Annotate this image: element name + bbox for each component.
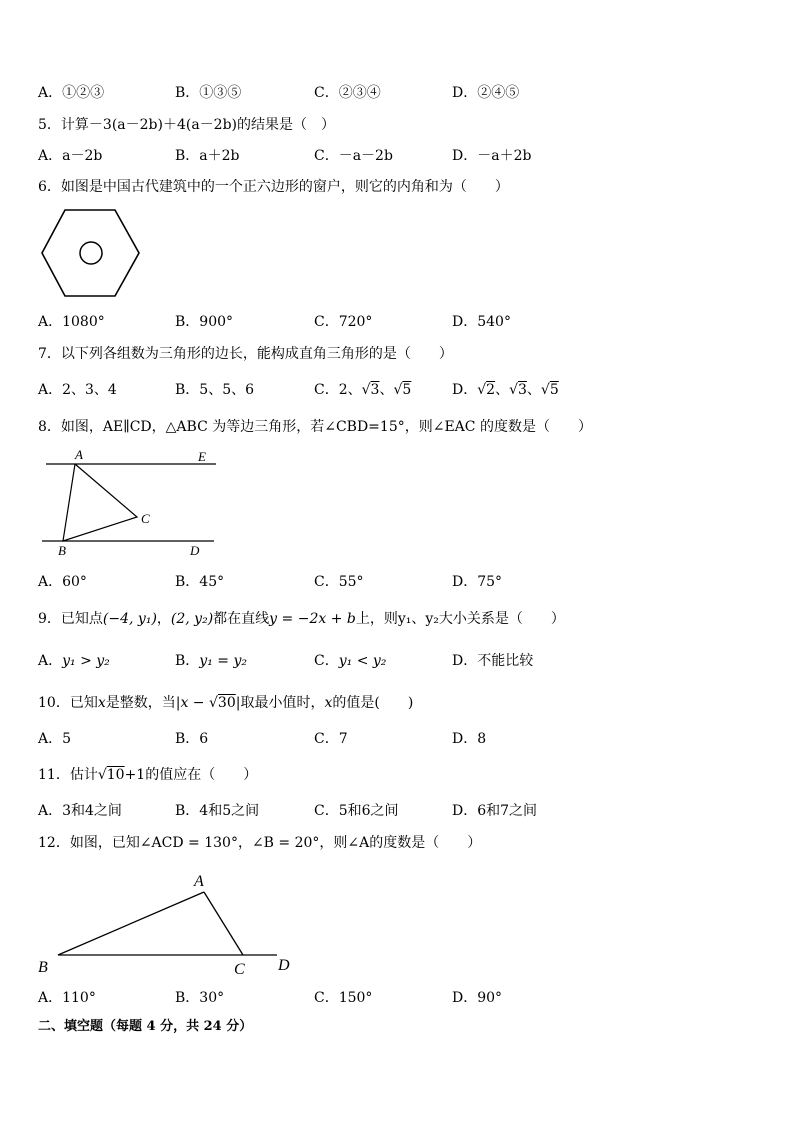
q8-option-a: A．60°	[38, 574, 87, 590]
q7-d-radicand-2: 3	[518, 382, 527, 398]
label-d: D	[278, 957, 290, 974]
q11-suffix: 的值应在（ ）	[145, 767, 258, 783]
sqrt-icon: √	[477, 382, 487, 398]
q5-option-b: B．a＋2b	[175, 148, 240, 164]
q8-option-c: C．55°	[314, 574, 364, 590]
triangle-abc	[63, 464, 137, 541]
q10-var-x: x	[97, 695, 106, 711]
triangle-exterior-angle-figure	[30, 866, 300, 978]
question-12-text: 12．如图，已知∠ACD = 130°，∠B = 20°，则∠A的度数是（ ）	[38, 835, 482, 851]
q9-a-label: A．	[38, 653, 63, 669]
q9-c-expr: y₁ < y₂	[338, 653, 387, 669]
parallel-lines-triangle-figure	[38, 446, 223, 561]
label-d: D	[190, 543, 200, 558]
q10-mid: 是整数，当	[105, 695, 176, 711]
q11-radicand: 10	[106, 767, 125, 783]
q7-d-sep-1: 、	[495, 382, 510, 398]
q10-option-c: C．7	[314, 731, 348, 747]
abs-close: |	[235, 695, 241, 711]
q9-equation: y = −2x + b	[269, 611, 356, 627]
q10-suffix: 取最小值时，	[240, 695, 325, 711]
question-9-text	[38, 608, 565, 628]
q11-option-c: C．5和6之间	[314, 803, 399, 819]
q12-option-b: B．30°	[175, 990, 225, 1006]
question-7-text: 7．以下列各组数为三角形的边长，能构成直角三角形的是（ ）	[38, 346, 453, 362]
label-c: C	[234, 961, 245, 978]
sqrt-icon: √	[393, 382, 403, 398]
q9-point-1: (−4, y₁)	[102, 611, 157, 627]
prev-option-a: A．①②③	[38, 85, 105, 101]
question-10-text	[38, 692, 413, 712]
question-8-text: 8．如图，AE∥CD，△ABC 为等边三角形，若∠CBD=15°，则∠EAC 的度数是（ ）	[38, 419, 592, 435]
label-b: B	[38, 959, 48, 976]
q8-option-b: B．45°	[175, 574, 225, 590]
hexagon-center-circle	[80, 242, 102, 264]
q9-suffix: 上，则y₁、y₂大小关系是（ ）	[355, 611, 565, 627]
q10-option-d: D．8	[452, 731, 487, 747]
q5-option-c: C．－a－2b	[314, 148, 393, 164]
sqrt-icon: √	[97, 767, 107, 783]
q11-prefix: 11．估计	[38, 767, 98, 783]
q7-d-sep-2: 、	[526, 382, 541, 398]
q10-option-a: A．5	[38, 731, 72, 747]
q9-prefix: 9．已知点	[38, 611, 103, 627]
q10-option-b: B．6	[175, 731, 209, 747]
abs-open: |	[175, 695, 181, 711]
label-e: E	[198, 449, 206, 464]
q12-option-d: D．90°	[452, 990, 503, 1006]
sqrt-icon: √	[361, 382, 371, 398]
q9-b-expr: y₁ = y₂	[199, 653, 247, 669]
label-a: A	[75, 447, 83, 462]
side-ac	[204, 892, 243, 955]
q9-option-b	[175, 650, 247, 670]
side-ab	[58, 892, 204, 955]
q7-option-b: B．5、5、6	[175, 382, 255, 398]
q12-option-a: A．110°	[38, 990, 96, 1006]
q9-a-expr: y₁ > y₂	[62, 653, 110, 669]
label-a: A	[194, 873, 204, 890]
sqrt-icon: √	[208, 695, 218, 711]
q7-option-c	[314, 379, 411, 399]
q11-plus: +1	[124, 767, 146, 783]
q10-radicand: 30	[217, 695, 236, 711]
sqrt-icon: √	[509, 382, 518, 398]
q7-option-d	[452, 379, 559, 399]
section-2-title: 二、填空题（每题 4 分，共 24 分）	[38, 1019, 253, 1034]
q9-mid: 都在直线	[213, 611, 270, 627]
q12-option-c: C．150°	[314, 990, 373, 1006]
question-11-text	[38, 764, 257, 784]
question-5-text: 5．计算－3(a－2b)＋4(a－2b)的结果是（ ）	[38, 117, 336, 133]
prev-option-c: C．②③④	[314, 85, 381, 101]
label-c: C	[141, 511, 150, 526]
q9-b-label: B．	[175, 653, 200, 669]
q7-c-prefix: C．2、	[314, 382, 362, 398]
q9-option-c	[314, 650, 386, 670]
q10-prefix: 10．已知	[38, 695, 98, 711]
q7-d-radicand-1: 2	[486, 382, 496, 398]
q9-c-label: C．	[314, 653, 339, 669]
q11-option-d: D．6和7之间	[452, 803, 538, 819]
q6-option-c: C．720°	[314, 314, 373, 330]
q8-option-d: D．75°	[452, 574, 503, 590]
label-b: B	[58, 543, 66, 558]
q11-option-b: B．4和5之间	[175, 803, 260, 819]
q6-option-d: D．540°	[452, 314, 511, 330]
q6-option-b: B．900°	[175, 314, 234, 330]
q6-option-a: A．1080°	[38, 314, 105, 330]
q9-option-d: D．不能比较	[452, 653, 534, 669]
q7-d-radicand-3: 5	[549, 382, 559, 398]
hexagon-shape	[42, 210, 139, 296]
q9-comma: ，	[156, 611, 171, 627]
q7-c-radicand-2: 5	[402, 382, 412, 398]
q10-var-x-2: x	[324, 695, 333, 711]
q7-option-a: A．2、3、4	[38, 382, 117, 398]
q5-option-d: D．－a＋2b	[452, 148, 532, 164]
prev-option-b: B．①③⑤	[175, 85, 242, 101]
prev-option-d: D．②④⑤	[452, 85, 520, 101]
q7-c-sep: 、	[379, 382, 394, 398]
q10-end: 的值是( )	[332, 695, 414, 711]
q9-option-a	[38, 650, 110, 670]
q7-d-prefix: D．	[452, 382, 478, 398]
q10-abs-x: x −	[180, 695, 209, 711]
hexagon-window-figure	[40, 208, 142, 298]
q9-point-2: (2, y₂)	[170, 611, 214, 627]
sqrt-icon: √	[540, 382, 550, 398]
q11-option-a: A．3和4之间	[38, 803, 122, 819]
question-6-text: 6．如图是中国古代建筑中的一个正六边形的窗户，则它的内角和为（ ）	[38, 179, 509, 195]
q5-option-a: A．a－2b	[38, 148, 103, 164]
q7-c-radicand-1: 3	[370, 382, 380, 398]
